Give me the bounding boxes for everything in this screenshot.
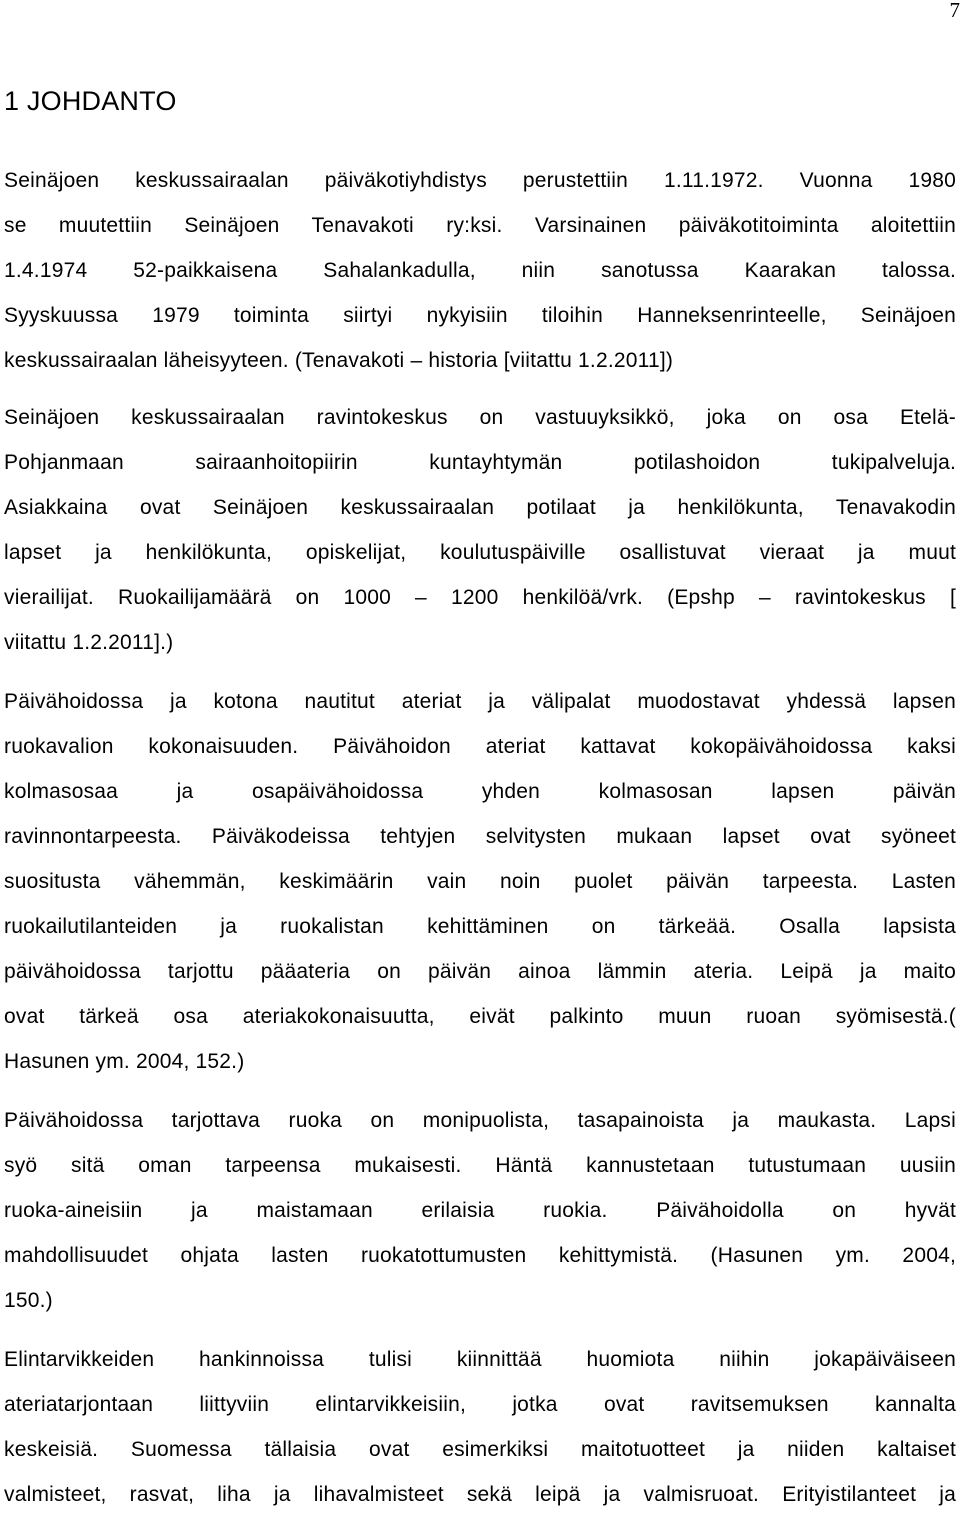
paragraph-line: Pohjanmaan sairaanhoitopiirin kuntayhtymän potilashoidon tukipalveluja. bbox=[4, 440, 956, 485]
paragraph-line: Hasunen ym. 2004, 152.) bbox=[4, 1039, 956, 1084]
paragraph-line: vierailijat. Ruokailijamäärä on 1000 – 1200 henkilöä/vrk. (Epshp – ravintokeskus [ bbox=[4, 575, 956, 620]
paragraph-line: ruoka-aineisiin ja maistamaan erilaisia ruokia. Päivähoidolla on hyvät bbox=[4, 1188, 956, 1233]
paragraph-kitchen bbox=[4, 395, 956, 665]
paragraph-line: ateriatarjontaan liittyviin elintarvikkeisiin, jotka ovat ravitsemuksen kannalta bbox=[4, 1382, 956, 1427]
paragraph-line: Päivähoidossa ja kotona nautitut ateriat ja välipalat muodostavat yhdessä lapsen bbox=[4, 679, 956, 724]
paragraph-line: ruokavalion kokonaisuuden. Päivähoidon ateriat kattavat kokopäivähoidossa kaksi bbox=[4, 724, 956, 769]
paragraph-line: päivähoidossa tarjottu pääateria on päivän ainoa lämmin ateria. Leipä ja maito bbox=[4, 949, 956, 994]
paragraph-history bbox=[4, 158, 956, 383]
paragraph-line: valmisteet, rasvat, liha ja lihavalmisteet sekä leipä ja valmisruoat. Erityistilanteet ja bbox=[4, 1472, 956, 1517]
paragraph-line: Päivähoidossa tarjottava ruoka on monipuolista, tasapainoista ja maukasta. Lapsi bbox=[4, 1098, 956, 1143]
paragraph-daycare-meals bbox=[4, 679, 956, 1084]
paragraph-line: 150.) bbox=[4, 1278, 956, 1323]
paragraph-line: suositusta vähemmän, keskimäärin vain noin puolet päivän tarpeesta. Lasten bbox=[4, 859, 956, 904]
paragraph-line: keskussairaalan läheisyyteen. (Tenavakoti – historia [viitattu 1.2.2011]) bbox=[4, 338, 956, 383]
paragraph-line: mahdollisuudet ohjata lasten ruokatottumusten kehittymistä. (Hasunen ym. 2004, bbox=[4, 1233, 956, 1278]
paragraph-line: se muutettiin Seinäjoen Tenavakoti ry:ksi. Varsinainen päiväkotitoiminta aloitettiin bbox=[4, 203, 956, 248]
paragraph-line: 1.4.1974 52-paikkaisena Sahalankadulla, niin sanotussa Kaarakan talossa. bbox=[4, 248, 956, 293]
paragraph-line: syö sitä oman tarpeensa mukaisesti. Häntä kannustetaan tutustumaan uusiin bbox=[4, 1143, 956, 1188]
paragraph-line: ruokailutilanteiden ja ruokalistan kehittäminen on tärkeää. Osalla lapsista bbox=[4, 904, 956, 949]
paragraph-line: Elintarvikkeiden hankinnoissa tulisi kiinnittää huomiota niihin jokapäiväiseen bbox=[4, 1337, 956, 1382]
paragraph-line: Syyskuussa 1979 toiminta siirtyi nykyisiin tiloihin Hanneksenrinteelle, Seinäjoen bbox=[4, 293, 956, 338]
paragraph-line: keskeisiä. Suomessa tällaisia ovat esimerkiksi maitotuotteet ja niiden kaltaiset bbox=[4, 1427, 956, 1472]
paragraph-line: kolmasosaa ja osapäivähoidossa yhden kolmasosan lapsen päivän bbox=[4, 769, 956, 814]
paragraph-line: ravinnontarpeesta. Päiväkodeissa tehtyjen selvitysten mukaan lapset ovat syöneet bbox=[4, 814, 956, 859]
paragraph-line: Asiakkaina ovat Seinäjoen keskussairaalan potilaat ja henkilökunta, Tenavakodin bbox=[4, 485, 956, 530]
paragraph-line: viitattu 1.2.2011].) bbox=[4, 620, 956, 665]
chapter-heading: 1 JOHDANTO bbox=[4, 84, 177, 118]
paragraph-line: Seinäjoen keskussairaalan päiväkotiyhdistys perustettiin 1.11.1972. Vuonna 1980 bbox=[4, 158, 956, 203]
paragraph-line: ovat tärkeä osa ateriakokonaisuutta, eivät palkinto muun ruoan syömisestä.( bbox=[4, 994, 956, 1039]
paragraph-line: lapset ja henkilökunta, opiskelijat, koulutuspäiville osallistuvat vieraat ja muut bbox=[4, 530, 956, 575]
paragraph-food-procurement bbox=[4, 1337, 956, 1517]
paragraph-line: Seinäjoen keskussairaalan ravintokeskus on vastuuyksikkö, joka on osa Etelä- bbox=[4, 395, 956, 440]
paragraph-daycare-food bbox=[4, 1098, 956, 1323]
page-number: 7 bbox=[950, 0, 960, 21]
